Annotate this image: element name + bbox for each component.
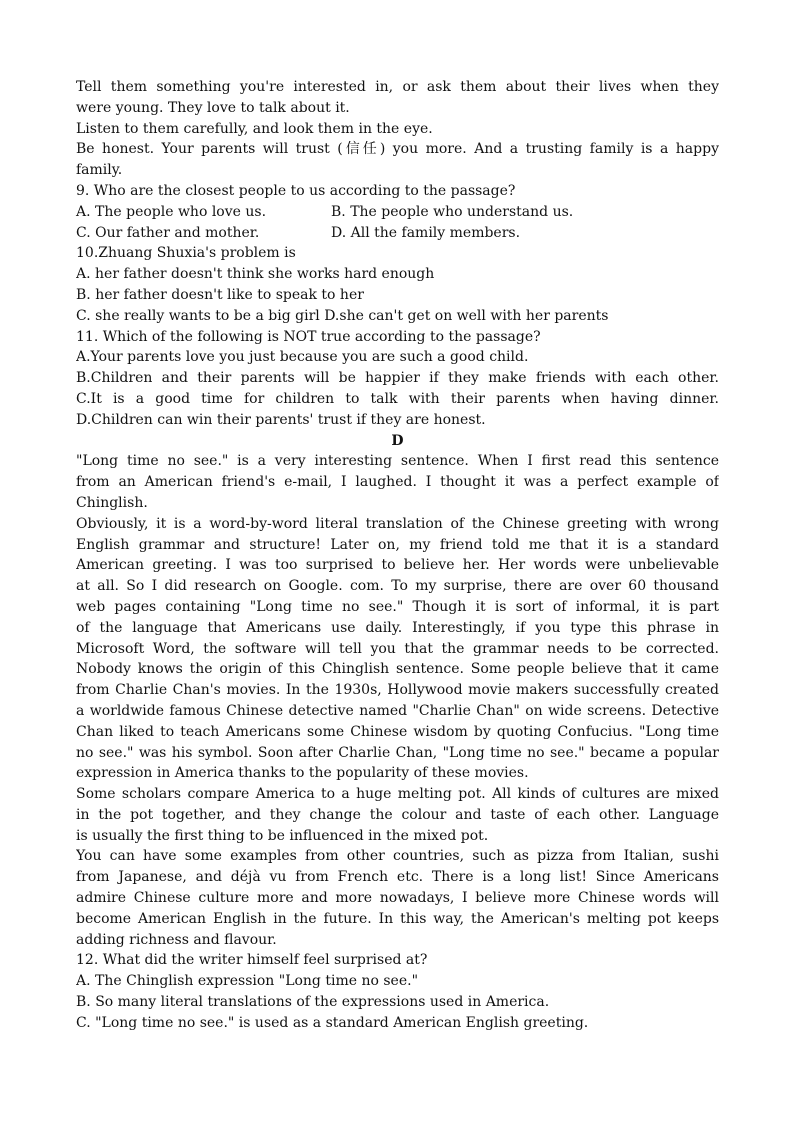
paragraph-line: American greeting. I was too surprised to believe her. Her words were unbelievable bbox=[76, 557, 719, 574]
option-a: A. The people who love us. bbox=[76, 203, 267, 220]
paragraph-line: Be honest. Your parents will trust (信任) you more. And a trusting family is a happy bbox=[76, 141, 719, 158]
paragraph-line: a worldwide famous Chinese detective named "Charlie Chan" on wide screens. Detective bbox=[76, 702, 719, 719]
option-b: B.Children and their parents will be happier if they make friends with each other. bbox=[76, 370, 719, 387]
option-c: C.It is a good time for children to talk with their parents when having dinner. bbox=[76, 390, 719, 407]
section-heading: D bbox=[391, 432, 404, 449]
option-d: D.Children can win their parents' trust if they are honest. bbox=[76, 411, 486, 428]
paragraph-line: from an American friend's e-mail, I laughed. I thought it was a perfect example of bbox=[76, 474, 719, 491]
paragraph-line: admire Chinese culture more and more nowadays, I believe more Chinese words will bbox=[76, 890, 719, 907]
paragraph-line: Listen to them carefully, and look them in the eye. bbox=[76, 120, 433, 137]
paragraph-line: Some scholars compare America to a huge melting pot. All kinds of cultures are mixed bbox=[76, 786, 719, 803]
paragraph-line: from Japanese, and déjà vu from French etc. There is a long list! Since Americans bbox=[76, 869, 719, 886]
paragraph-line: is usually the first thing to be influenced in the mixed pot. bbox=[76, 827, 489, 844]
paragraph-line: were young. They love to talk about it. bbox=[76, 99, 350, 116]
option-b: B. The people who understand us. bbox=[331, 203, 574, 220]
option-a: A.Your parents love you just because you are such a good child. bbox=[76, 349, 529, 366]
paragraph-line: no see." was his symbol. Soon after Charlie Chan, "Long time no see." became a popular bbox=[76, 744, 719, 761]
paragraph-line: Chan liked to teach Americans some Chinese wisdom by quoting Confucius. "Long time bbox=[76, 723, 719, 740]
paragraph-line: "Long time no see." is a very interesting sentence. When I first read this sentence bbox=[76, 453, 719, 470]
paragraph-line: Nobody knows the origin of this Chinglish sentence. Some people believe that it came bbox=[76, 661, 719, 678]
question-text: 12. What did the writer himself feel surprised at? bbox=[76, 952, 428, 969]
question-text: 11. Which of the following is NOT true according to the passage? bbox=[76, 328, 541, 345]
paragraph-line: from Charlie Chan's movies. In the 1930s, Hollywood movie makers successfully created bbox=[76, 682, 719, 699]
question-text: 9. Who are the closest people to us according to the passage? bbox=[76, 182, 516, 199]
paragraph-line: of the language that Americans use daily. Interestingly, if you type this phrase in bbox=[76, 619, 719, 636]
paragraph-line: Chinglish. bbox=[76, 494, 148, 511]
question-12 bbox=[76, 950, 719, 1033]
option-c: C. "Long time no see." is used as a standard American English greeting. bbox=[76, 1014, 589, 1031]
option-row bbox=[76, 223, 719, 244]
option-row bbox=[76, 202, 719, 223]
paragraph-line: English grammar and structure! Later on, my friend told me that it is a standard bbox=[76, 536, 719, 553]
paragraph-line: adding richness and flavour. bbox=[76, 931, 277, 948]
paragraph-line: at all. So I did research on Google. com. To my surprise, there are over 60 thousand bbox=[76, 578, 719, 595]
option-c-d: C. she really wants to be a big girl D.she can't get on well with her parents bbox=[76, 307, 609, 324]
paragraph-line: Microsoft Word, the software will tell you that the grammar needs to be corrected. bbox=[76, 640, 719, 657]
document-page bbox=[76, 77, 719, 1034]
option-a: A. The Chinglish expression "Long time no see." bbox=[76, 973, 419, 990]
paragraph-line: Obviously, it is a word-by-word literal translation of the Chinese greeting with wrong bbox=[76, 515, 719, 532]
paragraph-line: in the pot together, and they change the colour and taste of each other. Language bbox=[76, 806, 719, 823]
option-a: A. her father doesn't think she works hard enough bbox=[76, 266, 435, 283]
question-10 bbox=[76, 243, 719, 326]
option-b: B. her father doesn't like to speak to her bbox=[76, 286, 364, 303]
question-text: 10.Zhuang Shuxia's problem is bbox=[76, 245, 296, 262]
option-c: C. Our father and mother. bbox=[76, 224, 260, 241]
paragraph-line: family. bbox=[76, 162, 123, 179]
section-d bbox=[76, 431, 719, 951]
paragraph-line: Tell them something you're interested in, or ask them about their lives when they bbox=[76, 79, 719, 95]
option-d: D. All the family members. bbox=[331, 224, 521, 241]
question-9 bbox=[76, 181, 719, 243]
paragraph-line: expression in America thanks to the popularity of these movies. bbox=[76, 765, 529, 782]
paragraph-line: You can have some examples from other countries, such as pizza from Italian, sushi bbox=[76, 848, 719, 865]
paragraph-line: become American English in the future. In this way, the American's melting pot keeps bbox=[76, 910, 719, 927]
section-c-tail bbox=[76, 77, 719, 181]
question-11 bbox=[76, 327, 719, 431]
option-b: B. So many literal translations of the expressions used in America. bbox=[76, 994, 550, 1011]
paragraph-line: web pages containing "Long time no see." Though it is sort of informal, it is part bbox=[76, 598, 719, 615]
